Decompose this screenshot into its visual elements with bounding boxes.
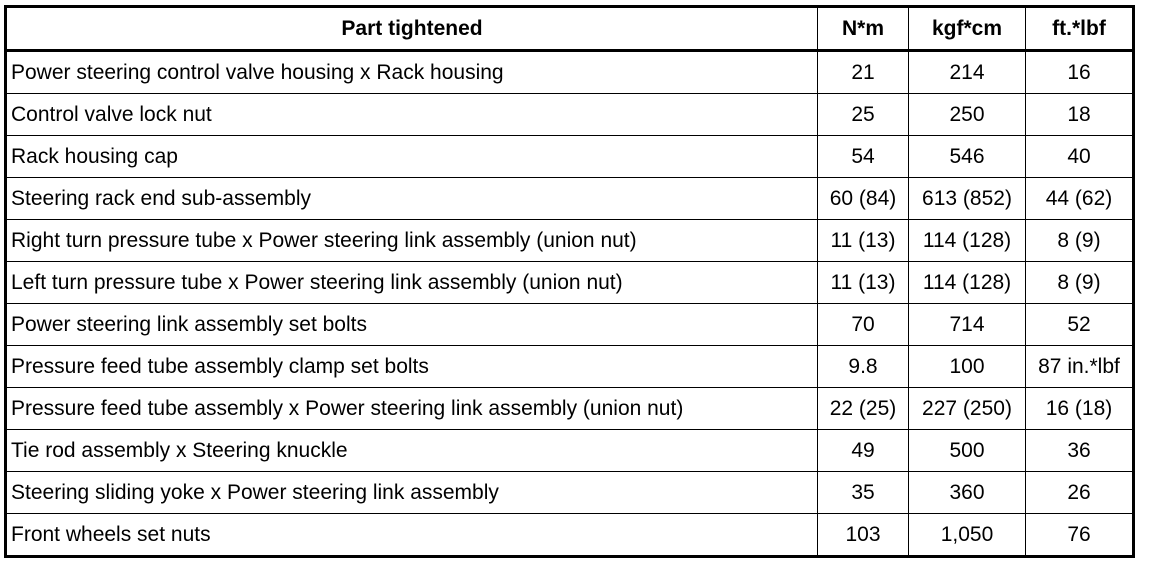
table-row	[6, 262, 1134, 304]
table-row	[6, 178, 1134, 220]
nm-cell: 25	[818, 94, 909, 136]
nm-cell: 54	[818, 136, 909, 178]
nm-cell: 49	[818, 430, 909, 472]
kgf-cell: 100	[909, 346, 1026, 388]
ft-lbf-cell: 36	[1026, 430, 1134, 472]
nm-cell: 35	[818, 472, 909, 514]
part-cell: Power steering control valve housing x Rack housing	[6, 51, 818, 94]
kgf-cell: 546	[909, 136, 1026, 178]
ft-lbf-cell: 40	[1026, 136, 1134, 178]
part-cell: Steering sliding yoke x Power steering link assembly	[6, 472, 818, 514]
nm-cell: 21	[818, 51, 909, 94]
table-row	[6, 388, 1134, 430]
nm-cell: 11 (13)	[818, 262, 909, 304]
table-row	[6, 514, 1134, 557]
header-newton-meter: N*m	[818, 7, 909, 51]
part-cell: Rack housing cap	[6, 136, 818, 178]
table-row	[6, 430, 1134, 472]
header-part-tightened: Part tightened	[6, 7, 818, 51]
kgf-cell: 227 (250)	[909, 388, 1026, 430]
header-ft-lbf: ft.*lbf	[1026, 7, 1134, 51]
ft-lbf-cell: 8 (9)	[1026, 262, 1134, 304]
kgf-cell: 360	[909, 472, 1026, 514]
kgf-cell: 1,050	[909, 514, 1026, 557]
ft-lbf-cell: 16	[1026, 51, 1134, 94]
ft-lbf-cell: 16 (18)	[1026, 388, 1134, 430]
table-row	[6, 94, 1134, 136]
table-row	[6, 304, 1134, 346]
ft-lbf-cell: 76	[1026, 514, 1134, 557]
part-cell: Power steering link assembly set bolts	[6, 304, 818, 346]
torque-specification-table	[4, 5, 1135, 558]
nm-cell: 11 (13)	[818, 220, 909, 262]
nm-cell: 70	[818, 304, 909, 346]
kgf-cell: 500	[909, 430, 1026, 472]
ft-lbf-cell: 8 (9)	[1026, 220, 1134, 262]
kgf-cell: 250	[909, 94, 1026, 136]
ft-lbf-cell: 44 (62)	[1026, 178, 1134, 220]
ft-lbf-cell: 18	[1026, 94, 1134, 136]
part-cell: Steering rack end sub-assembly	[6, 178, 818, 220]
nm-cell: 60 (84)	[818, 178, 909, 220]
kgf-cell: 714	[909, 304, 1026, 346]
table-row	[6, 472, 1134, 514]
part-cell: Left turn pressure tube x Power steering link assembly (union nut)	[6, 262, 818, 304]
part-cell: Pressure feed tube assembly clamp set bolts	[6, 346, 818, 388]
part-cell: Control valve lock nut	[6, 94, 818, 136]
part-cell: Right turn pressure tube x Power steering link assembly (union nut)	[6, 220, 818, 262]
header-kgf-cm: kgf*cm	[909, 7, 1026, 51]
nm-cell: 22 (25)	[818, 388, 909, 430]
part-cell: Front wheels set nuts	[6, 514, 818, 557]
ft-lbf-cell: 87 in.*lbf	[1026, 346, 1134, 388]
nm-cell: 103	[818, 514, 909, 557]
table-header-row	[6, 7, 1134, 51]
kgf-cell: 114 (128)	[909, 262, 1026, 304]
ft-lbf-cell: 26	[1026, 472, 1134, 514]
nm-cell: 9.8	[818, 346, 909, 388]
table-row	[6, 346, 1134, 388]
kgf-cell: 613 (852)	[909, 178, 1026, 220]
ft-lbf-cell: 52	[1026, 304, 1134, 346]
table-row	[6, 220, 1134, 262]
kgf-cell: 214	[909, 51, 1026, 94]
table-row	[6, 51, 1134, 94]
part-cell: Pressure feed tube assembly x Power steering link assembly (union nut)	[6, 388, 818, 430]
kgf-cell: 114 (128)	[909, 220, 1026, 262]
part-cell: Tie rod assembly x Steering knuckle	[6, 430, 818, 472]
table-row	[6, 136, 1134, 178]
